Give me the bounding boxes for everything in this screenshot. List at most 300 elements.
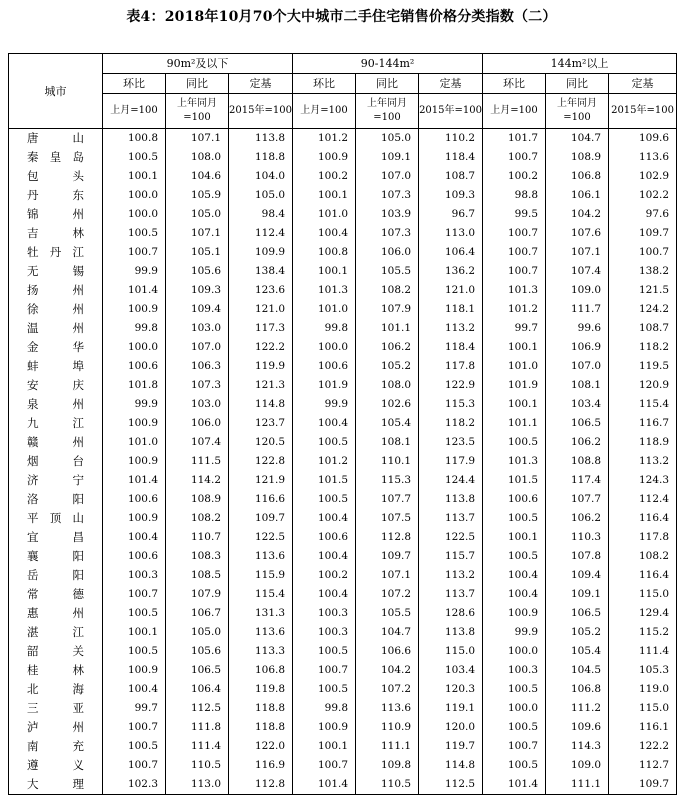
index-value: 101.4 — [483, 775, 546, 795]
index-value: 109.4 — [546, 566, 609, 585]
index-value: 113.0 — [166, 775, 229, 795]
index-value: 109.3 — [419, 186, 483, 205]
base-fixed: 2015年=100 — [419, 94, 483, 129]
subhead-mom: 环比 — [103, 74, 166, 94]
index-value: 100.0 — [483, 699, 546, 718]
index-value: 121.3 — [229, 376, 293, 395]
city-name: 韶关 — [9, 642, 103, 661]
index-value: 100.3 — [483, 661, 546, 680]
index-value: 105.9 — [166, 186, 229, 205]
index-value: 115.0 — [609, 585, 677, 604]
index-value: 111.2 — [546, 699, 609, 718]
index-value: 111.1 — [546, 775, 609, 795]
index-value: 106.6 — [356, 642, 419, 661]
index-value: 100.5 — [483, 718, 546, 737]
index-value: 100.5 — [483, 756, 546, 775]
index-value: 109.9 — [229, 243, 293, 262]
group-header-small: 90m²及以下 — [103, 54, 293, 74]
index-value: 106.2 — [546, 509, 609, 528]
index-value: 101.0 — [103, 433, 166, 452]
index-value: 119.8 — [229, 680, 293, 699]
index-value: 102.3 — [103, 775, 166, 795]
subhead-yoy: 同比 — [356, 74, 419, 94]
index-value: 100.5 — [293, 433, 356, 452]
index-value: 109.8 — [356, 756, 419, 775]
subhead-fixed: 定基 — [229, 74, 293, 94]
index-value: 100.7 — [103, 756, 166, 775]
table-row — [9, 319, 677, 338]
index-value: 107.3 — [356, 224, 419, 243]
index-value: 99.5 — [483, 205, 546, 224]
index-value: 105.0 — [166, 205, 229, 224]
index-value: 107.3 — [356, 186, 419, 205]
index-value: 100.4 — [293, 547, 356, 566]
index-value: 108.1 — [356, 433, 419, 452]
index-value: 104.7 — [546, 129, 609, 149]
index-value: 118.8 — [229, 718, 293, 737]
index-value: 122.9 — [419, 376, 483, 395]
index-value: 99.9 — [293, 395, 356, 414]
index-value: 101.1 — [356, 319, 419, 338]
table-row — [9, 490, 677, 509]
index-value: 113.7 — [419, 585, 483, 604]
index-value: 100.4 — [293, 224, 356, 243]
index-value: 118.8 — [229, 699, 293, 718]
index-value: 114.3 — [546, 737, 609, 756]
index-value: 111.4 — [166, 737, 229, 756]
index-value: 115.3 — [356, 471, 419, 490]
table-row — [9, 338, 677, 357]
base-mom: 上月=100 — [483, 94, 546, 129]
index-value: 138.2 — [609, 262, 677, 281]
index-value: 106.8 — [229, 661, 293, 680]
table-row — [9, 680, 677, 699]
index-value: 98.4 — [229, 205, 293, 224]
index-value: 100.4 — [483, 566, 546, 585]
table-row — [9, 661, 677, 680]
city-name: 常德 — [9, 585, 103, 604]
index-value: 118.4 — [419, 148, 483, 167]
index-value: 107.9 — [166, 585, 229, 604]
index-value: 101.9 — [483, 376, 546, 395]
index-value: 97.6 — [609, 205, 677, 224]
index-value: 100.3 — [293, 604, 356, 623]
index-value: 110.1 — [356, 452, 419, 471]
index-value: 100.9 — [103, 452, 166, 471]
index-value: 113.6 — [356, 699, 419, 718]
index-value: 105.6 — [166, 642, 229, 661]
index-value: 113.2 — [419, 566, 483, 585]
index-value: 100.9 — [103, 661, 166, 680]
index-value: 100.4 — [103, 680, 166, 699]
city-name: 平顶山 — [9, 509, 103, 528]
index-value: 119.5 — [609, 357, 677, 376]
index-value: 117.4 — [546, 471, 609, 490]
index-value: 116.1 — [609, 718, 677, 737]
index-value: 100.5 — [483, 680, 546, 699]
index-value: 105.0 — [229, 186, 293, 205]
city-name: 唐山 — [9, 129, 103, 149]
index-value: 107.3 — [166, 376, 229, 395]
index-value: 107.4 — [546, 262, 609, 281]
index-value: 117.8 — [609, 528, 677, 547]
table-row — [9, 243, 677, 262]
index-value: 115.4 — [609, 395, 677, 414]
index-value: 100.5 — [483, 509, 546, 528]
index-value: 110.3 — [546, 528, 609, 547]
index-value: 123.6 — [229, 281, 293, 300]
index-value: 100.6 — [293, 357, 356, 376]
index-value: 115.9 — [229, 566, 293, 585]
index-value: 108.9 — [546, 148, 609, 167]
index-value: 113.8 — [229, 129, 293, 149]
index-value: 99.7 — [483, 319, 546, 338]
index-value: 111.5 — [166, 452, 229, 471]
index-value: 109.6 — [609, 129, 677, 149]
index-value: 101.0 — [293, 300, 356, 319]
city-name: 徐州 — [9, 300, 103, 319]
index-value: 107.1 — [356, 566, 419, 585]
index-value: 107.2 — [356, 585, 419, 604]
index-value: 114.2 — [166, 471, 229, 490]
index-value: 100.9 — [103, 414, 166, 433]
index-value: 104.5 — [546, 661, 609, 680]
index-value: 118.1 — [419, 300, 483, 319]
city-header: 城市 — [9, 54, 103, 129]
index-value: 100.7 — [103, 585, 166, 604]
index-value: 119.0 — [609, 680, 677, 699]
index-value: 106.1 — [546, 186, 609, 205]
city-name: 蚌埠 — [9, 357, 103, 376]
table-row — [9, 775, 677, 795]
index-value: 100.5 — [103, 224, 166, 243]
index-value: 111.7 — [546, 300, 609, 319]
index-value: 100.7 — [609, 243, 677, 262]
index-value: 105.2 — [546, 623, 609, 642]
index-value: 118.2 — [609, 338, 677, 357]
index-value: 105.5 — [356, 604, 419, 623]
index-value: 107.1 — [546, 243, 609, 262]
index-value: 102.6 — [356, 395, 419, 414]
index-value: 96.7 — [419, 205, 483, 224]
index-value: 100.7 — [103, 243, 166, 262]
table-row — [9, 414, 677, 433]
index-value: 106.5 — [166, 661, 229, 680]
index-value: 100.1 — [293, 186, 356, 205]
index-value: 101.7 — [483, 129, 546, 149]
index-value: 100.7 — [483, 243, 546, 262]
index-value: 121.5 — [609, 281, 677, 300]
index-value: 101.3 — [483, 281, 546, 300]
index-value: 115.4 — [229, 585, 293, 604]
index-value: 117.9 — [419, 452, 483, 471]
index-value: 100.4 — [293, 585, 356, 604]
index-value: 115.7 — [419, 547, 483, 566]
table-row — [9, 623, 677, 642]
index-value: 113.6 — [229, 623, 293, 642]
index-value: 99.6 — [546, 319, 609, 338]
table-row — [9, 509, 677, 528]
index-value: 138.4 — [229, 262, 293, 281]
index-value: 101.0 — [483, 357, 546, 376]
index-value: 100.5 — [103, 604, 166, 623]
index-value: 123.5 — [419, 433, 483, 452]
index-value: 107.7 — [546, 490, 609, 509]
index-value: 100.1 — [103, 623, 166, 642]
index-value: 100.9 — [483, 604, 546, 623]
index-value: 105.1 — [166, 243, 229, 262]
index-value: 107.0 — [166, 338, 229, 357]
index-value: 120.9 — [609, 376, 677, 395]
index-value: 113.8 — [419, 623, 483, 642]
index-value: 100.4 — [483, 585, 546, 604]
index-value: 106.5 — [546, 604, 609, 623]
group-header-large: 144m²以上 — [483, 54, 677, 74]
index-value: 131.3 — [229, 604, 293, 623]
index-value: 102.9 — [609, 167, 677, 186]
index-value: 110.9 — [356, 718, 419, 737]
index-value: 111.1 — [356, 737, 419, 756]
index-value: 108.2 — [609, 547, 677, 566]
index-value: 100.4 — [293, 509, 356, 528]
index-value: 100.9 — [293, 718, 356, 737]
index-value: 100.1 — [483, 338, 546, 357]
index-value: 120.3 — [419, 680, 483, 699]
index-value: 100.5 — [103, 642, 166, 661]
index-value: 110.5 — [356, 775, 419, 795]
page-title: 表4：2018年10月70个大中城市二手住宅销售价格分类指数（二） — [126, 9, 557, 25]
city-name: 三亚 — [9, 699, 103, 718]
index-value: 121.9 — [229, 471, 293, 490]
index-value: 104.0 — [229, 167, 293, 186]
table-row — [9, 585, 677, 604]
index-value: 109.7 — [609, 224, 677, 243]
index-value: 108.7 — [609, 319, 677, 338]
index-value: 98.8 — [483, 186, 546, 205]
city-name: 桂林 — [9, 661, 103, 680]
index-value: 100.1 — [483, 395, 546, 414]
index-value: 101.1 — [483, 414, 546, 433]
index-value: 113.2 — [609, 452, 677, 471]
group-header-medium: 90-144m² — [293, 54, 483, 74]
index-value: 100.0 — [293, 338, 356, 357]
index-value: 106.4 — [419, 243, 483, 262]
index-value: 99.8 — [103, 319, 166, 338]
index-value: 116.4 — [609, 509, 677, 528]
index-value: 100.2 — [293, 167, 356, 186]
index-value: 99.8 — [293, 699, 356, 718]
table-row — [9, 642, 677, 661]
index-value: 103.9 — [356, 205, 419, 224]
index-value: 129.4 — [609, 604, 677, 623]
index-value: 99.9 — [483, 623, 546, 642]
index-value: 101.3 — [293, 281, 356, 300]
index-value: 107.6 — [546, 224, 609, 243]
index-value: 100.9 — [103, 509, 166, 528]
base-fixed: 2015年=100 — [229, 94, 293, 129]
city-name: 大理 — [9, 775, 103, 795]
index-value: 113.6 — [609, 148, 677, 167]
index-value: 100.1 — [293, 262, 356, 281]
index-value: 107.2 — [356, 680, 419, 699]
city-name: 湛江 — [9, 623, 103, 642]
base-fixed: 2015年=100 — [609, 94, 677, 129]
index-value: 100.6 — [103, 547, 166, 566]
index-value: 113.0 — [419, 224, 483, 243]
index-value: 100.2 — [483, 167, 546, 186]
table-row — [9, 756, 677, 775]
index-value: 117.3 — [229, 319, 293, 338]
price-index-table — [8, 53, 677, 795]
index-value: 100.1 — [103, 167, 166, 186]
table-row — [9, 452, 677, 471]
table-row — [9, 205, 677, 224]
index-value: 100.7 — [293, 756, 356, 775]
index-value: 100.6 — [103, 357, 166, 376]
index-value: 108.0 — [166, 148, 229, 167]
index-value: 122.0 — [229, 737, 293, 756]
index-value: 101.8 — [103, 376, 166, 395]
index-value: 100.4 — [293, 414, 356, 433]
index-value: 106.9 — [546, 338, 609, 357]
index-value: 118.8 — [229, 148, 293, 167]
index-value: 109.1 — [356, 148, 419, 167]
base-mom: 上月=100 — [293, 94, 356, 129]
index-value: 110.5 — [166, 756, 229, 775]
index-value: 118.4 — [419, 338, 483, 357]
index-value: 107.0 — [546, 357, 609, 376]
table-row — [9, 300, 677, 319]
index-value: 100.5 — [293, 490, 356, 509]
index-value: 108.0 — [356, 376, 419, 395]
city-name: 温州 — [9, 319, 103, 338]
index-value: 100.0 — [103, 205, 166, 224]
subhead-fixed: 定基 — [609, 74, 677, 94]
index-value: 114.8 — [419, 756, 483, 775]
index-value: 107.8 — [546, 547, 609, 566]
index-value: 112.5 — [419, 775, 483, 795]
table-row — [9, 262, 677, 281]
index-value: 120.5 — [229, 433, 293, 452]
index-value: 107.9 — [356, 300, 419, 319]
index-value: 112.5 — [166, 699, 229, 718]
index-value: 100.2 — [293, 566, 356, 585]
subhead-mom: 环比 — [483, 74, 546, 94]
index-value: 107.7 — [356, 490, 419, 509]
table-row — [9, 737, 677, 756]
index-value: 100.5 — [293, 680, 356, 699]
city-name: 扬州 — [9, 281, 103, 300]
city-name: 岳阳 — [9, 566, 103, 585]
index-value: 112.4 — [229, 224, 293, 243]
base-mom: 上月=100 — [103, 94, 166, 129]
index-value: 104.2 — [356, 661, 419, 680]
index-value: 128.6 — [419, 604, 483, 623]
index-value: 104.2 — [546, 205, 609, 224]
index-value: 106.5 — [546, 414, 609, 433]
table-row — [9, 471, 677, 490]
index-value: 99.9 — [103, 262, 166, 281]
index-value: 100.0 — [103, 186, 166, 205]
index-value: 100.7 — [483, 148, 546, 167]
index-value: 106.8 — [546, 680, 609, 699]
city-name: 九江 — [9, 414, 103, 433]
index-value: 100.5 — [103, 737, 166, 756]
index-value: 111.8 — [166, 718, 229, 737]
city-name: 锦州 — [9, 205, 103, 224]
index-value: 116.7 — [609, 414, 677, 433]
index-value: 124.3 — [609, 471, 677, 490]
index-value: 106.7 — [166, 604, 229, 623]
index-value: 100.7 — [483, 737, 546, 756]
city-name: 宜昌 — [9, 528, 103, 547]
index-value: 104.7 — [356, 623, 419, 642]
index-value: 100.6 — [103, 490, 166, 509]
index-value: 109.3 — [166, 281, 229, 300]
table-row — [9, 566, 677, 585]
index-value: 109.0 — [546, 756, 609, 775]
city-name: 洛阳 — [9, 490, 103, 509]
city-name: 包头 — [9, 167, 103, 186]
index-value: 100.9 — [103, 300, 166, 319]
index-value: 101.2 — [293, 452, 356, 471]
index-value: 122.8 — [229, 452, 293, 471]
base-yoy: 上年同月=100 — [166, 94, 229, 129]
index-value: 100.7 — [483, 262, 546, 281]
city-name: 烟台 — [9, 452, 103, 471]
index-value: 101.9 — [293, 376, 356, 395]
index-value: 116.9 — [229, 756, 293, 775]
index-value: 108.2 — [356, 281, 419, 300]
index-value: 100.0 — [103, 338, 166, 357]
table-row — [9, 281, 677, 300]
index-value: 100.3 — [103, 566, 166, 585]
index-value: 107.1 — [166, 224, 229, 243]
index-value: 106.8 — [546, 167, 609, 186]
index-value: 101.4 — [103, 281, 166, 300]
index-value: 106.2 — [546, 433, 609, 452]
index-value: 105.6 — [166, 262, 229, 281]
index-value: 113.7 — [419, 509, 483, 528]
table-row — [9, 433, 677, 452]
index-value: 122.5 — [419, 528, 483, 547]
index-value: 101.5 — [293, 471, 356, 490]
index-value: 122.2 — [229, 338, 293, 357]
index-value: 105.3 — [609, 661, 677, 680]
table-row — [9, 699, 677, 718]
subhead-fixed: 定基 — [419, 74, 483, 94]
index-value: 115.0 — [419, 642, 483, 661]
index-value: 116.6 — [229, 490, 293, 509]
index-value: 115.3 — [419, 395, 483, 414]
index-value: 124.2 — [609, 300, 677, 319]
city-name: 安庆 — [9, 376, 103, 395]
index-value: 100.7 — [103, 718, 166, 737]
index-value: 119.9 — [229, 357, 293, 376]
table-row — [9, 357, 677, 376]
base-yoy: 上年同月=100 — [546, 94, 609, 129]
table-body — [9, 129, 677, 795]
index-value: 101.5 — [483, 471, 546, 490]
table-row — [9, 604, 677, 623]
table-row — [9, 167, 677, 186]
index-value: 105.0 — [356, 129, 419, 149]
index-value: 105.2 — [356, 357, 419, 376]
index-value: 109.6 — [546, 718, 609, 737]
city-name: 襄阳 — [9, 547, 103, 566]
index-value: 103.4 — [546, 395, 609, 414]
index-value: 121.0 — [229, 300, 293, 319]
